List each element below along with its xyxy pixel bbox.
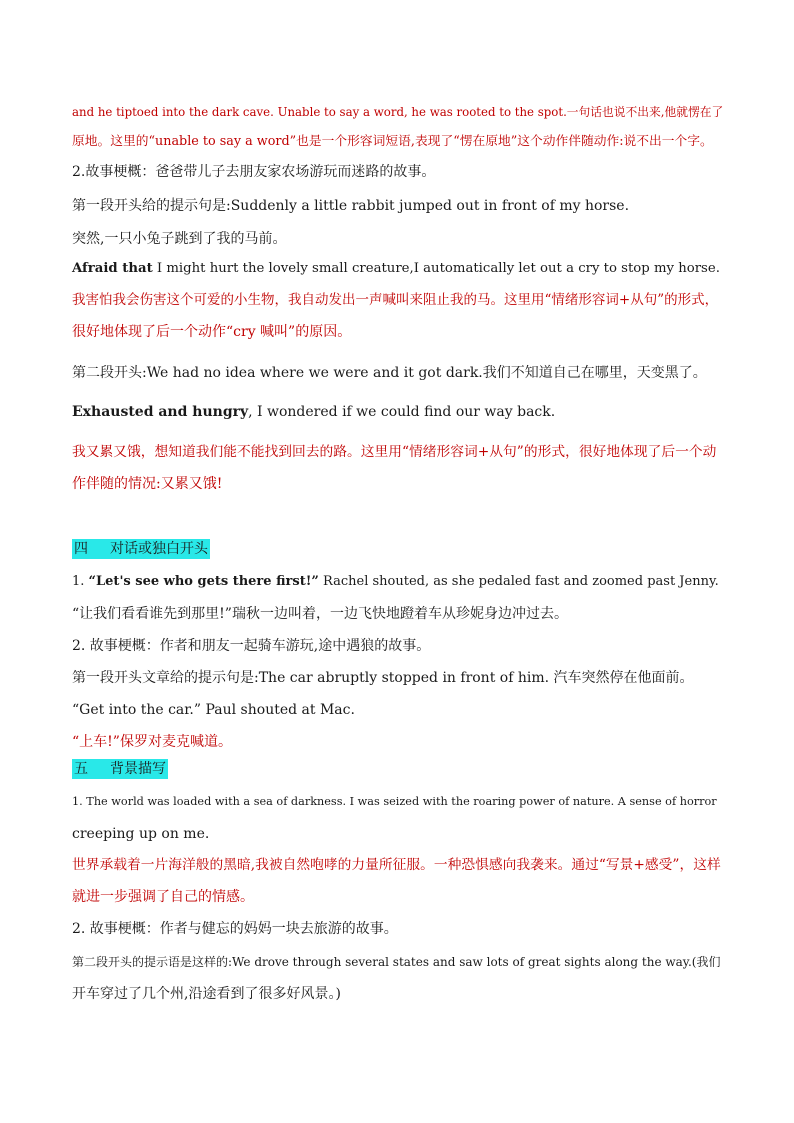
paragraph-line: 2. 故事梗概：作者和朋友一起骑车游玩,途中遇狼的故事。 (72, 638, 431, 654)
bold-phrase: “Let's see who gets there first!” (88, 574, 319, 589)
paragraph-line: 突然,一只小兔子跳到了我的马前。 (72, 231, 287, 247)
paragraph-line: 我又累又饿，想知道我们能不能找到回去的路。这里用“情绪形容词+从句”的形式，很好地体现了后一个动 (72, 444, 717, 460)
paragraph-line: 2.故事梗概：爸爸带儿子去朋友家农场游玩而迷路的故事。 (72, 164, 436, 180)
list-number: 1. (72, 574, 89, 589)
paragraph-line: 就进一步强调了自己的情感。 (72, 889, 254, 905)
paragraph-line: “Get into the car.” Paul shouted at Mac. (72, 702, 355, 718)
section-heading-5 (72, 758, 168, 779)
section-heading-4 (72, 538, 210, 559)
paragraph-line (72, 259, 720, 279)
paragraph-line: 1. The world was loaded with a sea of darkness. I was seized with the roaring power of nature. A sense of horror (72, 795, 717, 808)
heading-title: 背景描写 (110, 761, 166, 777)
line-text: I might hurt the lovely small creature,I automatically let out a cry to stop my horse. (152, 261, 720, 276)
paragraph-line: 第二段开头:We had no idea where we were and it got dark.我们不知道自己在哪里，天变黑了。 (72, 365, 707, 381)
paragraph-line: 很好地体现了后一个动作“cry 喊叫”的原因。 (72, 324, 352, 340)
paragraph-line: and he tiptoed into the dark cave. Unable to say a word, he was rooted to the spot.一句话也说不出来,他就愣在了 (72, 105, 724, 119)
bold-phrase: Exhausted and hungry (72, 404, 249, 420)
paragraph-line: 第二段开头的提示语是这样的:We drove through several states and saw lots of great sights along the way.(我们 (72, 955, 721, 969)
paragraph-line (72, 572, 719, 592)
paragraph-line: 原地。这里的“unable to say a word”也是一个形容词短语,表现了“愣在原地”这个动作伴随动作:说不出一个字。 (72, 134, 713, 149)
line-text: Rachel shouted, as she pedaled fast and zoomed past Jenny. (318, 574, 719, 589)
bold-phrase: Afraid that (72, 261, 153, 276)
paragraph-line: 我害怕我会伤害这个可爱的小生物，我自动发出一声喊叫来阻止我的马。这里用“情绪形容词+从句”的形式， (72, 292, 719, 308)
heading-number: 五 (74, 761, 88, 777)
line-text: , I wondered if we could find our way back. (248, 404, 556, 420)
paragraph-line: “上车!”保罗对麦克喊道。 (72, 734, 232, 750)
heading-number: 四 (74, 541, 88, 557)
paragraph-line (72, 402, 555, 422)
paragraph-line: 开车穿过了几个州,沿途看到了很多好风景。) (72, 986, 341, 1002)
paragraph-line: 第一段开头文章给的提示句是:The car abruptly stopped in front of him. 汽车突然停在他面前。 (72, 670, 694, 686)
paragraph-line: 世界承载着一片海洋般的黑暗,我被自然咆哮的力量所征服。一种恐惧感向我袭来。通过“写景+感受”，这样 (72, 857, 721, 873)
paragraph-line: 作伴随的情况:又累又饿! (72, 476, 223, 492)
paragraph-line: creeping up on me. (72, 826, 210, 842)
paragraph-line: “让我们看看谁先到那里!”瑞秋一边叫着，一边飞快地蹬着车从珍妮身边冲过去。 (72, 606, 568, 622)
heading-title: 对话或独白开头 (110, 541, 208, 557)
paragraph-line: 第一段开头给的提示句是:Suddenly a little rabbit jumped out in front of my horse. (72, 198, 630, 214)
paragraph-line: 2. 故事梗概：作者与健忘的妈妈一块去旅游的故事。 (72, 921, 398, 937)
